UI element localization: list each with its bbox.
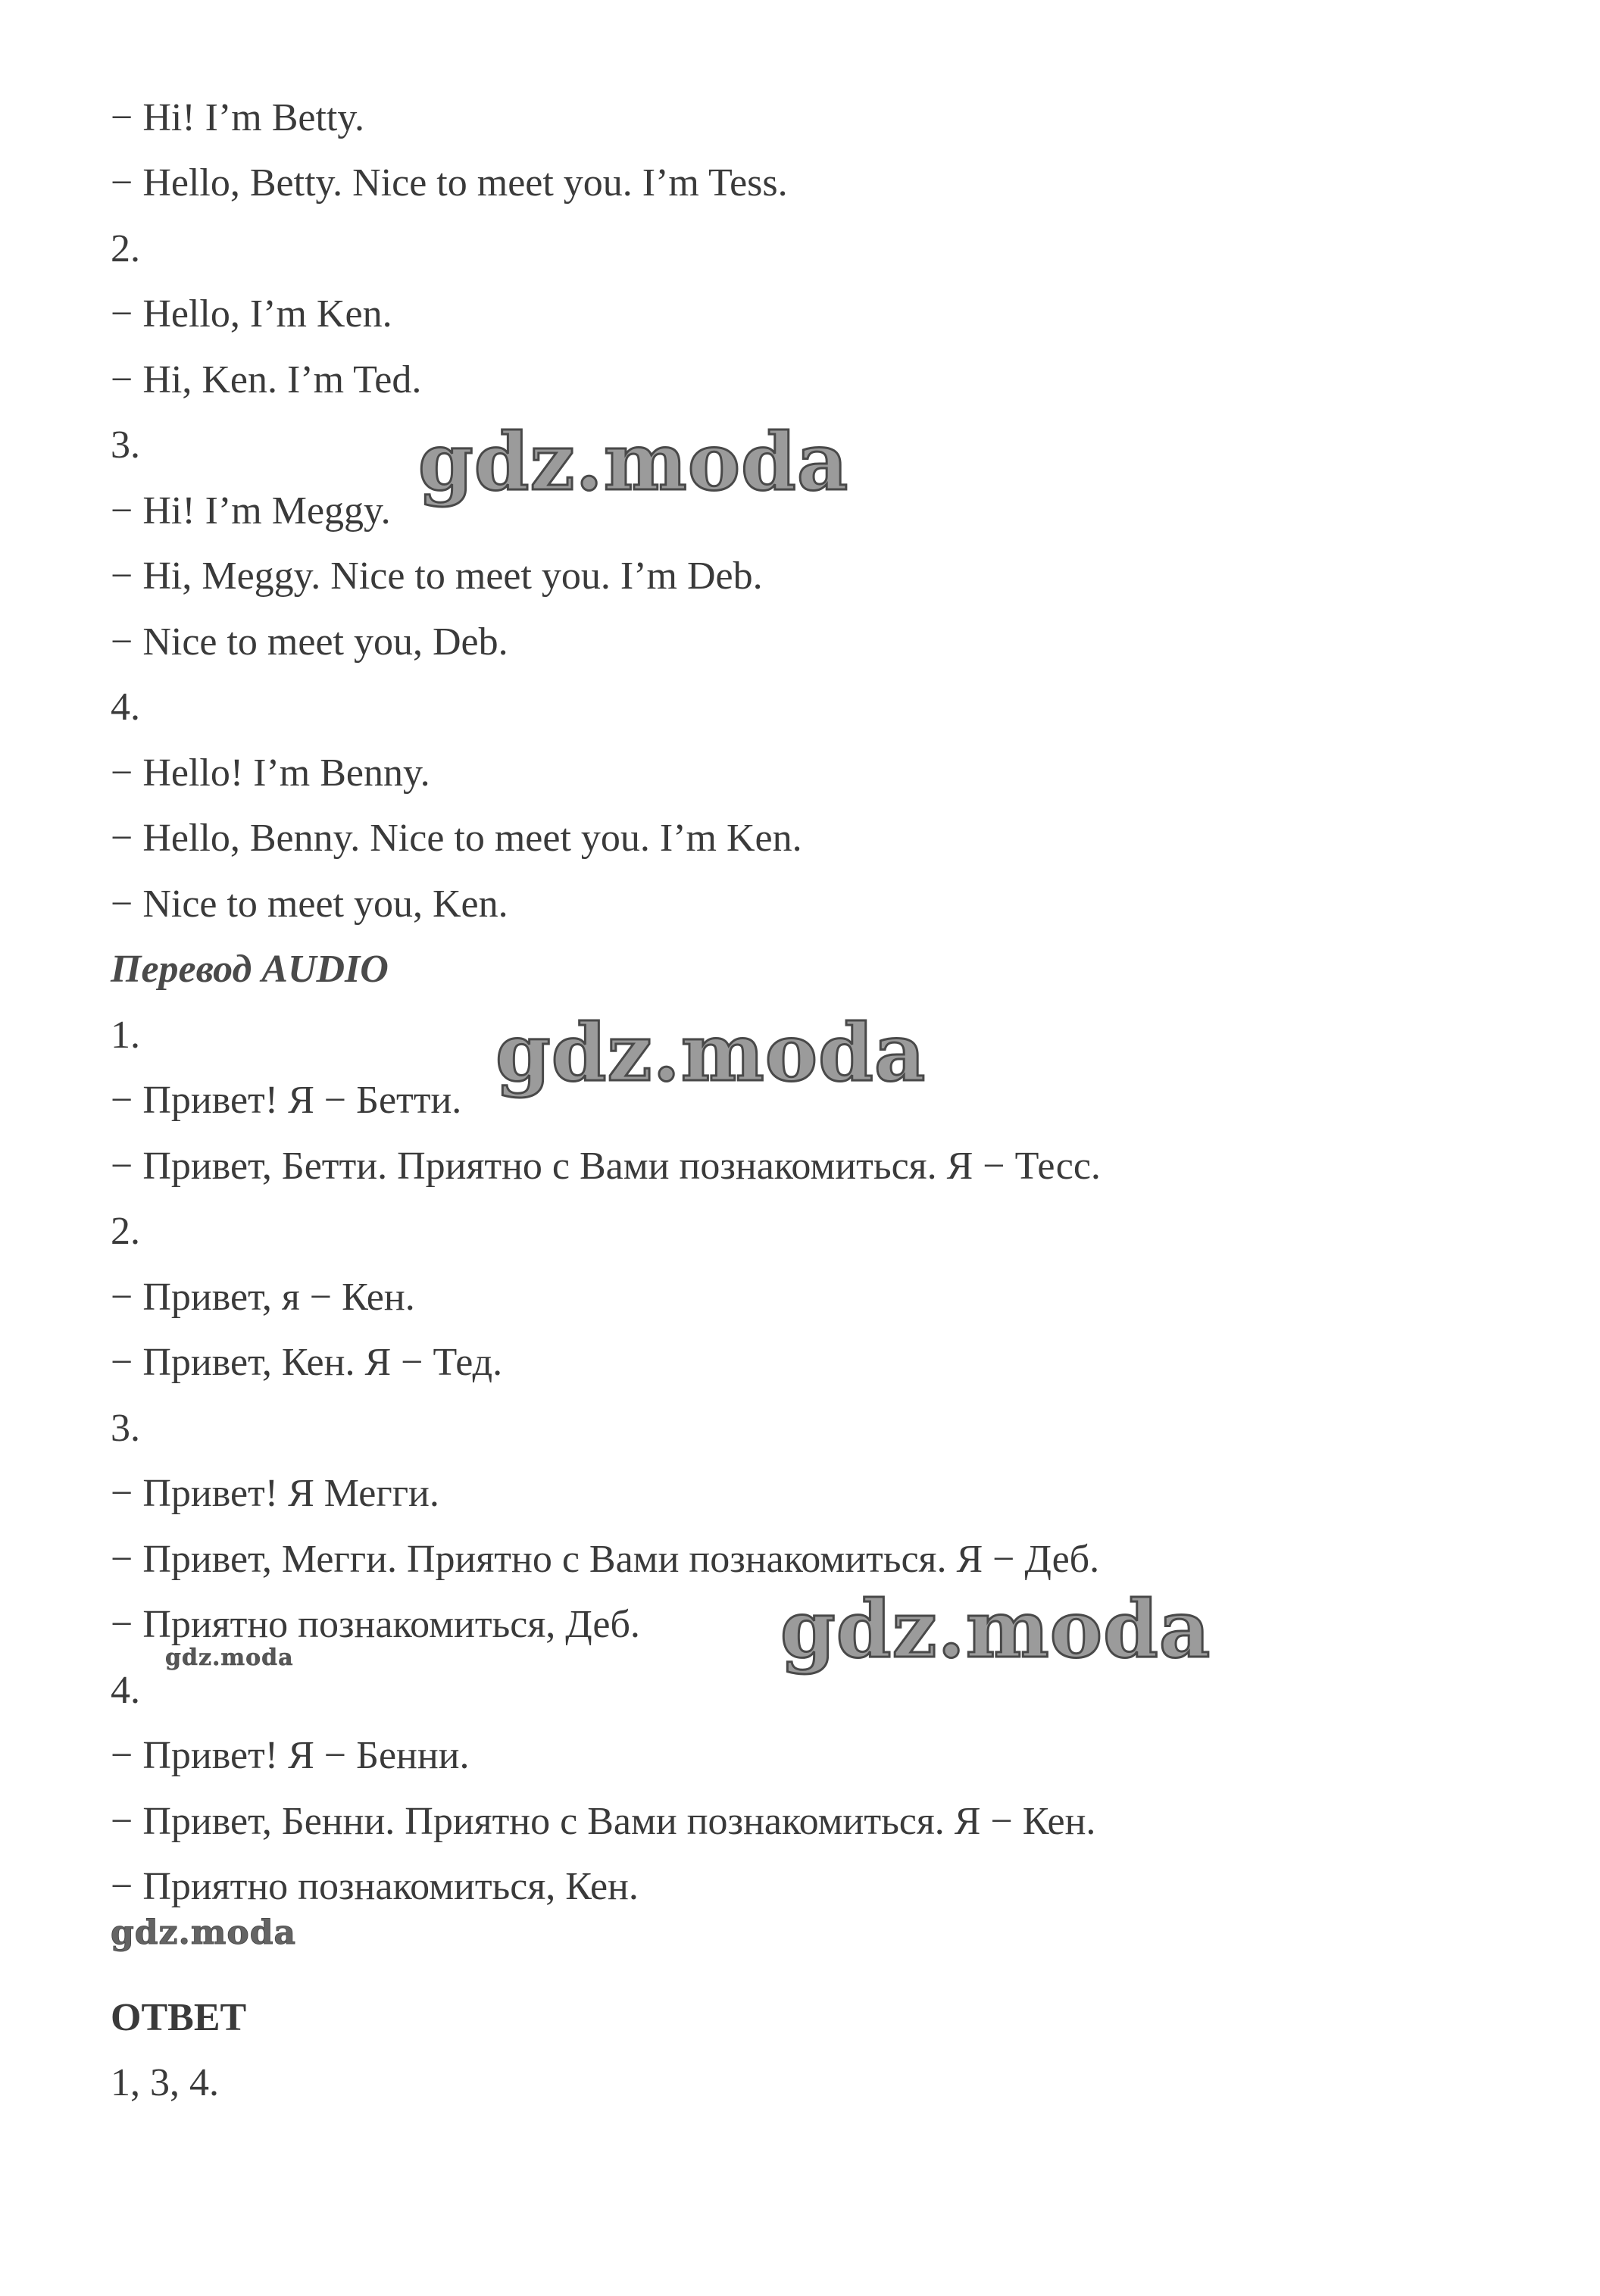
translation-heading: Перевод AUDIO (111, 948, 389, 991)
dialogue-number: 3. (111, 423, 140, 467)
dialogue-line: − Hi, Meggy. Nice to meet you. I’m Deb. (111, 554, 763, 598)
answer-heading: ОТВЕТ (111, 1996, 247, 2039)
dialogue-number: 2. (111, 227, 140, 270)
translation-number: 3. (111, 1407, 140, 1450)
dialogue-line: − Hello, I’m Ken. (111, 292, 392, 336)
translation-line: − Привет, Бенни. Приятно с Вами познакомиться. Я − Кен. (111, 1800, 1096, 1843)
answer-value: 1, 3, 4. (111, 2061, 219, 2104)
translation-line: − Привет! Я − Бетти. (111, 1079, 462, 1122)
translation-line: − Привет, Кен. Я − Тед. (111, 1341, 503, 1384)
translation-line: − Приятно познакомиться, Деб. (111, 1603, 640, 1646)
dialogue-number: 4. (111, 686, 140, 729)
dialogue-line: − Hi! I’m Meggy. (111, 489, 391, 533)
watermark-logo: gdz.moda (495, 1006, 927, 1099)
translation-line: − Привет, Мегги. Приятно с Вами познакомиться. Я − Деб. (111, 1538, 1100, 1581)
dialogue-line: − Hello, Benny. Nice to meet you. I’m Ken. (111, 817, 802, 860)
watermark-logo: gdz.moda (418, 415, 849, 508)
watermark-logo: gdz.moda (111, 1913, 297, 1952)
dialogue-line: − Nice to meet you, Deb. (111, 620, 508, 664)
watermark-logo: gdz.moda (165, 1645, 294, 1671)
translation-line: − Привет! Я Мегги. (111, 1472, 439, 1515)
watermark-logo: gdz.moda (780, 1582, 1211, 1676)
dialogue-line: − Hello! I’m Benny. (111, 751, 430, 795)
dialogue-line: − Hi! I’m Betty. (111, 96, 365, 139)
translation-line: − Привет! Я − Бенни. (111, 1734, 470, 1777)
dialogue-line: − Hi, Ken. I’m Ted. (111, 358, 422, 401)
translation-number: 1. (111, 1014, 140, 1057)
translation-line: − Приятно познакомиться, Кен. (111, 1865, 639, 1908)
translation-number: 2. (111, 1210, 140, 1253)
translation-line: − Привет, я − Кен. (111, 1276, 415, 1319)
translation-number: 4. (111, 1669, 140, 1712)
translation-line: − Привет, Бетти. Приятно с Вами познакомиться. Я − Тесс. (111, 1145, 1101, 1188)
dialogue-line: − Hello, Betty. Nice to meet you. I’m Tess. (111, 161, 788, 205)
dialogue-line: − Nice to meet you, Ken. (111, 882, 508, 926)
